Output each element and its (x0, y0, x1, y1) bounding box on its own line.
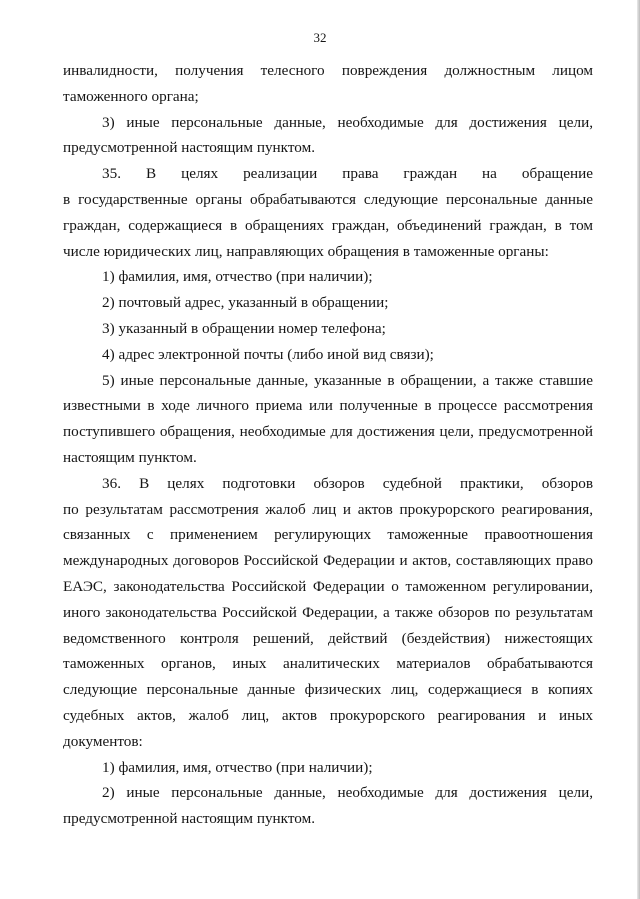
text-line: поступившего обращения, необходимые для достижения цели, предусмотренной (63, 423, 593, 441)
text-line: 5) иные персональные данные, указанные в обращении, а также ставшие (102, 371, 593, 389)
text-line: ЕАЭС, законодательства Российской Федерации о таможенном регулировании, (63, 577, 593, 595)
text-line: предусмотренной настоящим пунктом. (63, 810, 316, 828)
text-line: связанных с применением регулирующих таможенные правоотношения (63, 526, 593, 544)
list-item: 1) фамилия, имя, отчество (при наличии); (102, 758, 373, 776)
text-line: числе юридических лиц, направляющих обращения в таможенные органы: (63, 242, 549, 260)
list-item: 4) адрес электронной почты (либо иной вид связи); (102, 345, 434, 363)
text-line: предусмотренной настоящим пунктом. (63, 139, 316, 157)
text-line: таможенного органа; (63, 87, 199, 105)
text-line: известными в ходе личного приема или полученные в процессе рассмотрения (63, 397, 593, 415)
text-line: граждан, содержащиеся в обращениях граждан, объединений граждан, в том (63, 216, 593, 234)
text-line: иного законодательства Российской Федерации, а также обзоров по результатам (63, 603, 593, 621)
text-line: в государственные органы обрабатываются следующие персональные данные (63, 190, 593, 208)
text-line: документов: (63, 732, 143, 750)
clause-heading-line: 36. В целях подготовки обзоров судебной практики, обзоров (102, 474, 593, 492)
list-item: 2) почтовый адрес, указанный в обращении; (102, 294, 389, 312)
document-body (63, 58, 593, 832)
text-line: международных договоров Российской Федерации и актов, составляющих право (63, 552, 593, 570)
text-line: таможенных органов, иных аналитических материалов обрабатываются (63, 655, 593, 673)
text-line: по результатам рассмотрения жалоб лиц и актов прокурорского реагирования, (63, 500, 593, 518)
clause-heading-line: 35. В целях реализации права граждан на обращение (102, 165, 593, 183)
text-line: настоящим пунктом. (63, 448, 197, 466)
text-line: 3) иные персональные данные, необходимые для достижения цели, (102, 113, 593, 131)
list-item: 3) указанный в обращении номер телефона; (102, 319, 386, 337)
text-line: судебных актов, жалоб лиц, актов прокурорского реагирования и иных (63, 706, 593, 724)
page-number: 32 (313, 30, 327, 45)
text-line: 2) иные персональные данные, необходимые для достижения цели, (102, 784, 593, 802)
list-item: 1) фамилия, имя, отчество (при наличии); (102, 268, 373, 286)
text-line: инвалидности, получения телесного повреждения должностным лицом (63, 62, 593, 79)
text-line: следующие персональные данные физических лиц, содержащиеся в копиях (63, 681, 593, 699)
text-line: ведомственного контроля решений, действий (бездействия) нижестоящих (63, 629, 593, 647)
